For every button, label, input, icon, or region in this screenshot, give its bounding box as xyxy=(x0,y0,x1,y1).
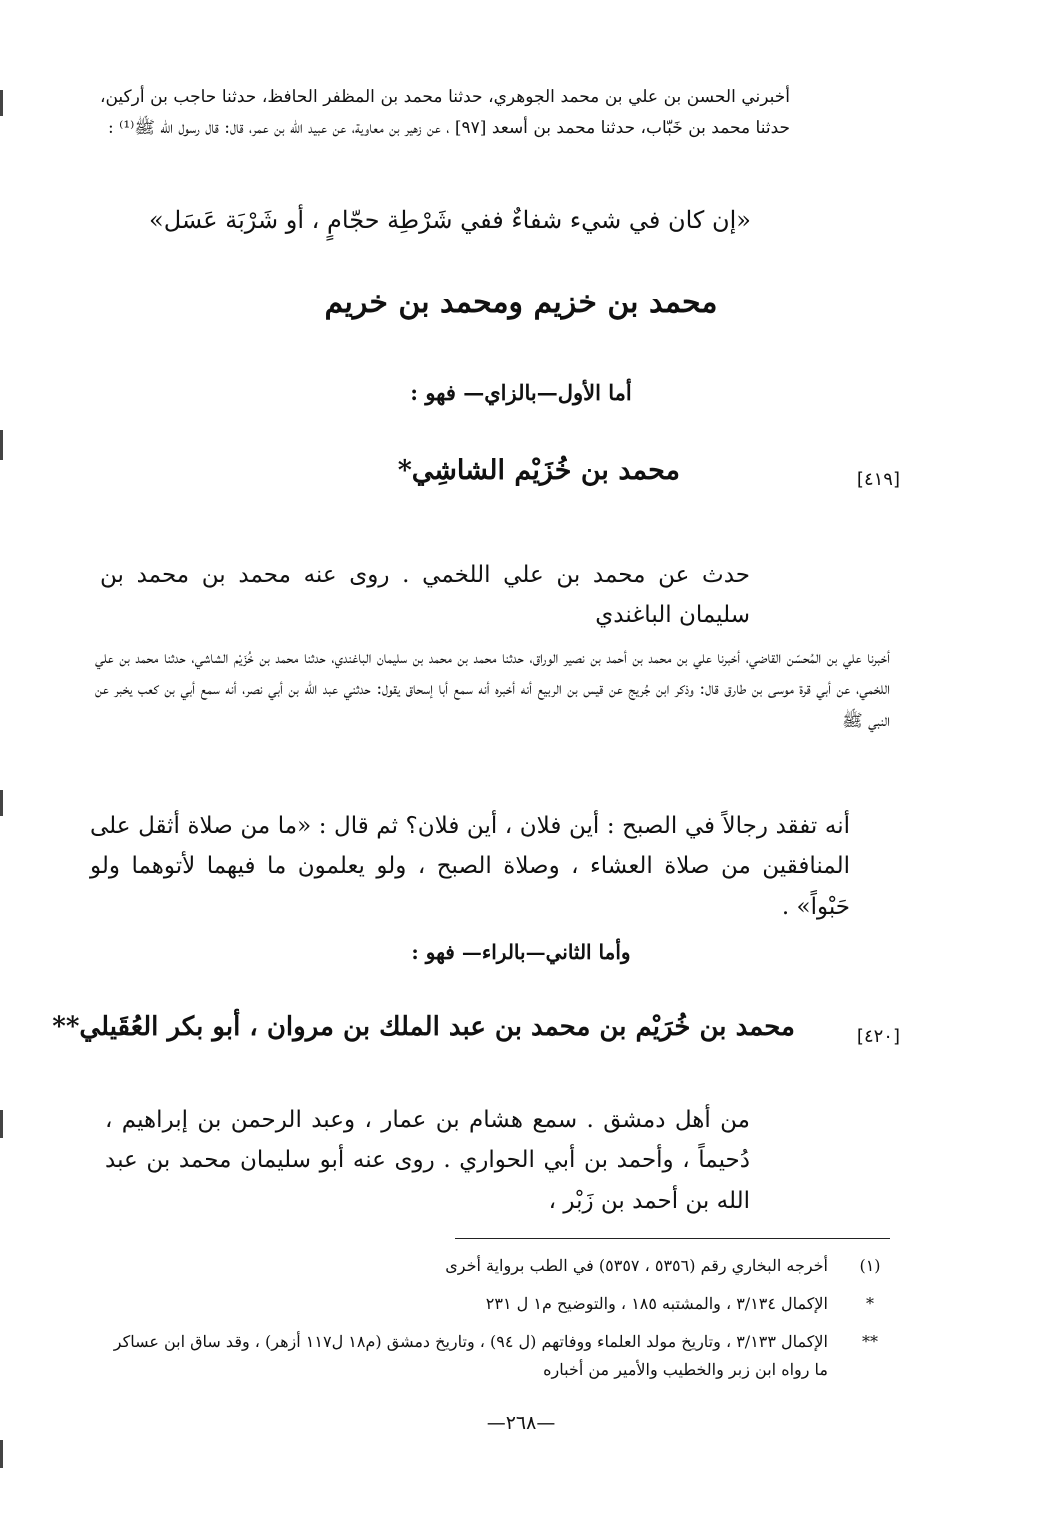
scan-edge-mark xyxy=(0,90,3,116)
entry-name: محمد بن خُرَيْم بن محمد بن عبد الملك بن مروان ، أبو بكر العُقَيلي** xyxy=(52,1012,795,1042)
entry-420-bio: من أهل دمشق . سمع هشام بن عمار ، وعبد الرحمن بن إبراهيم ، دُحيماً ، وأحمد بن أبي الحواري . روى عنه أبو سليمان محمد بن عبد الله بن أحمد بن زَبْر ، xyxy=(105,1107,750,1214)
first-heading: أما الأول—بالزاي— فهو : xyxy=(410,380,632,405)
footnote-text: الإكمال ٣/١٣٣ ، وتاريخ مولد العلماء ووفاتهم (ل ٩٤) ، وتاريخ دمشق (م١٨ ل١١٧ أزهر) ، وقد ساق ابن عساكر ما رواه ابن زبر والخطيب والأمير من أخباره xyxy=(113,1332,828,1379)
entry-number: [٤١٩] xyxy=(856,469,900,490)
section-title: محمد بن خزيم ومحمد بن خريم xyxy=(324,285,718,320)
footnote-separator xyxy=(455,1238,890,1239)
entry-number: [٤٢٠] xyxy=(856,1026,900,1047)
footnote-text: الإكمال ٣/١٣٤ ، والمشتبه ١٨٥ ، والتوضيح م١ ل ٢٣١ xyxy=(485,1294,828,1313)
entry-419-heading xyxy=(100,455,900,505)
footnote-text: أخرجه البخاري رقم (٥٣٥٦ ، ٥٣٥٧) في الطب برواية أخرى xyxy=(445,1256,828,1275)
footnote-mark: * xyxy=(866,1294,874,1313)
footnote-item xyxy=(105,1328,890,1384)
scan-edge-mark xyxy=(0,790,3,816)
entry-419-hadith: أنه تفقد رجالاً في الصبح : أين فلان ، أين فلان؟ ثم قال : «ما من صلاة أثقل على المنافقين من صلاة العشاء ، وصلاة الصبح ، ولو يعلمون ما فيهما لأتوهما ولو حَبْواً» . xyxy=(90,813,850,920)
scan-edge-mark xyxy=(0,1110,3,1138)
footnote-item xyxy=(400,1252,890,1280)
footnote-mark: (١) xyxy=(859,1256,881,1275)
second-heading: وأما الثاني—بالراء— فهو : xyxy=(411,940,631,964)
entry-420-heading xyxy=(52,1012,900,1062)
scan-edge-mark xyxy=(0,1440,3,1468)
footnote-item xyxy=(400,1290,890,1318)
entry-419-isnad: أخبرنا علي بن المُحسّن القاضي، أخبرنا علي بن محمد بن أحمد بن نصير الوراق، حدثنا محمد بن محمد بن سليمان الباغندي، حدثنا محمد بن خُزَيْم الشاشي، حدثنا محمد بن علي اللخمي، عن أبي قرة موسى بن طارق قال: وذكر ابن جُريج عن قيس بن الربيع أنه أخبره أنه سمع أبا إسحاق يقول: حدثني عبد الله بن أبي نصر، أنه سمع أبي بن كعب يخبر عن النبي ﷺ xyxy=(95,648,890,731)
page-number: —٢٦٨— xyxy=(486,1412,556,1434)
footnote-mark: ** xyxy=(862,1332,878,1351)
entry-419-bio: حدث عن محمد بن علي اللخمي . روى عنه محمد بن محمد بن سليمان الباغندي xyxy=(100,562,750,629)
scan-edge-mark xyxy=(0,430,3,460)
top-isnad-paragraph: أخبرني الحسن بن علي بن محمد الجوهري، حدثنا محمد بن المظفر الحافظ، حدثنا حاجب بن أركين، حدثنا محمد بن خَبّاب، حدثنا محمد بن أسعد [٩٧] ، عن زهير بن معاوية، عن عبيد الله بن عمر، قال: قال رسول الله ﷺ⁽¹⁾ : xyxy=(100,87,790,139)
entry-name: محمد بن خُزَيْم الشاشِي* xyxy=(397,455,680,486)
top-hadith-text: «إن كان في شيء شفاءٌ ففي شَرْطِة حجّامٍ ، أو شَرْبَة عَسَل» xyxy=(149,206,751,234)
